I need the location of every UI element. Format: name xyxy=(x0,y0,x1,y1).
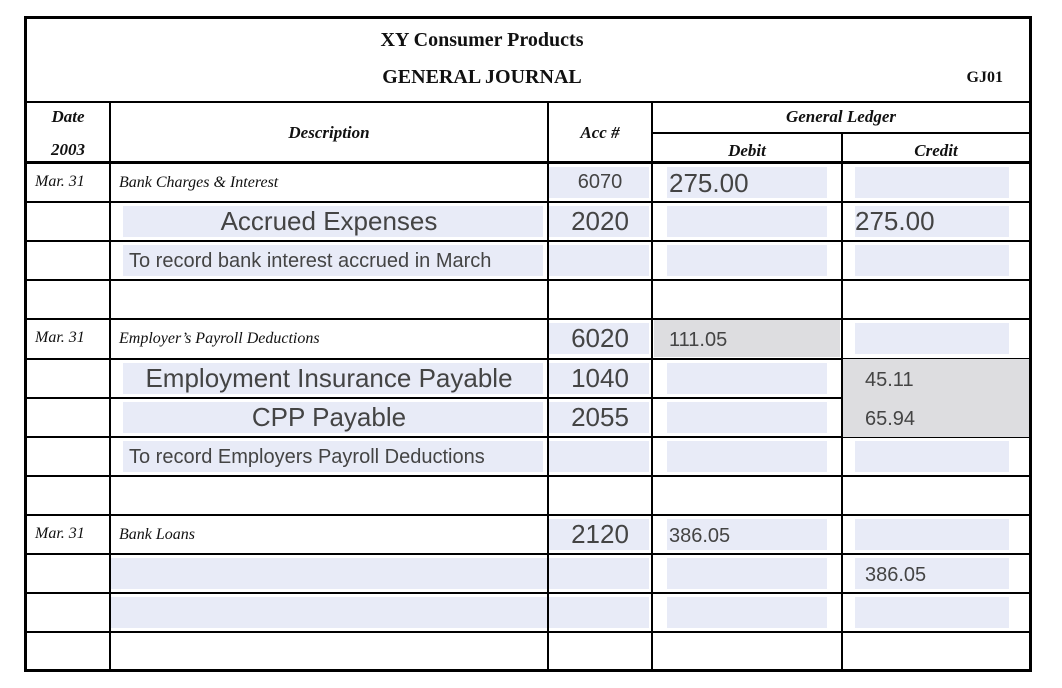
description-text[interactable]: To record bank interest accrued in March xyxy=(129,250,492,273)
general-ledger-header: General Ledger xyxy=(785,107,896,126)
description-text[interactable]: Employment Insurance Payable xyxy=(145,362,513,393)
debit-field[interactable] xyxy=(667,206,827,237)
debit-field[interactable] xyxy=(667,402,827,433)
description-text[interactable]: Bank Loans xyxy=(119,525,195,543)
row-divider xyxy=(27,475,1029,477)
entry-date: Mar. 31 xyxy=(35,173,85,190)
debit-field[interactable] xyxy=(667,245,827,276)
credit-amount[interactable]: 65.94 xyxy=(865,407,916,430)
credit-field[interactable] xyxy=(855,441,1009,472)
entry-date: Mar. 31 xyxy=(35,524,85,542)
credit-field[interactable] xyxy=(855,167,1009,198)
company-name: XY Consumer Products xyxy=(380,29,584,51)
description-header: Description xyxy=(288,123,370,142)
credit-header: Credit xyxy=(914,141,958,160)
account-number[interactable]: 1040 xyxy=(571,362,629,393)
column-divider xyxy=(651,101,653,669)
account-field[interactable] xyxy=(549,558,649,589)
description-text[interactable]: Accrued Expenses xyxy=(220,206,438,237)
row-divider xyxy=(27,201,1029,203)
debit-field[interactable] xyxy=(667,363,827,394)
title-block xyxy=(27,19,1029,103)
account-header: Acc # xyxy=(580,123,620,142)
row-divider xyxy=(27,240,1029,242)
debit-field[interactable] xyxy=(667,597,827,628)
journal-title: GENERAL JOURNAL xyxy=(382,66,582,88)
account-number[interactable]: 2055 xyxy=(571,401,629,432)
debit-amount[interactable]: 275.00 xyxy=(669,168,749,198)
ledger-divider xyxy=(651,132,1029,134)
account-field[interactable] xyxy=(549,597,649,628)
debit-amount[interactable]: 111.05 xyxy=(669,329,728,352)
description-field[interactable] xyxy=(111,558,547,589)
account-field[interactable] xyxy=(549,245,649,276)
year-header: 2003 xyxy=(51,140,85,159)
description-text[interactable]: To record Employers Payroll Deductions xyxy=(129,445,485,468)
credit-field[interactable] xyxy=(855,323,1009,354)
description-text[interactable]: Employer’s Payroll Deductions xyxy=(119,330,320,348)
entry-date: Mar. 31 xyxy=(35,329,85,347)
debit-field[interactable] xyxy=(667,441,827,472)
credit-amount[interactable]: 386.05 xyxy=(865,564,927,586)
row-divider xyxy=(27,592,1029,594)
journal-form xyxy=(24,16,1032,672)
row-divider xyxy=(27,514,1029,516)
credit-amount[interactable]: 275.00 xyxy=(855,206,935,237)
debit-field[interactable] xyxy=(667,558,827,589)
description-field[interactable] xyxy=(111,597,547,628)
row-divider xyxy=(27,553,1029,555)
account-number[interactable]: 6020 xyxy=(571,323,629,354)
header-bottom-rule xyxy=(27,161,1029,164)
credit-field[interactable] xyxy=(855,519,1009,550)
account-number[interactable]: 6070 xyxy=(577,171,623,193)
account-number[interactable]: 2120 xyxy=(571,518,629,549)
date-header: Date xyxy=(51,107,85,126)
description-text[interactable]: Bank Charges & Interest xyxy=(119,174,279,191)
debit-header: Debit xyxy=(728,141,766,160)
debit-amount[interactable]: 386.05 xyxy=(669,524,731,547)
row-divider xyxy=(27,279,1029,281)
row-divider xyxy=(27,631,1029,633)
credit-field[interactable] xyxy=(855,597,1009,628)
row-divider xyxy=(27,318,1029,320)
credit-amount[interactable]: 45.11 xyxy=(865,368,914,391)
credit-field[interactable] xyxy=(855,245,1009,276)
journal-code: GJ01 xyxy=(966,69,1003,86)
description-text[interactable]: CPP Payable xyxy=(251,401,407,432)
account-field[interactable] xyxy=(549,441,649,472)
account-number[interactable]: 2020 xyxy=(571,206,629,237)
